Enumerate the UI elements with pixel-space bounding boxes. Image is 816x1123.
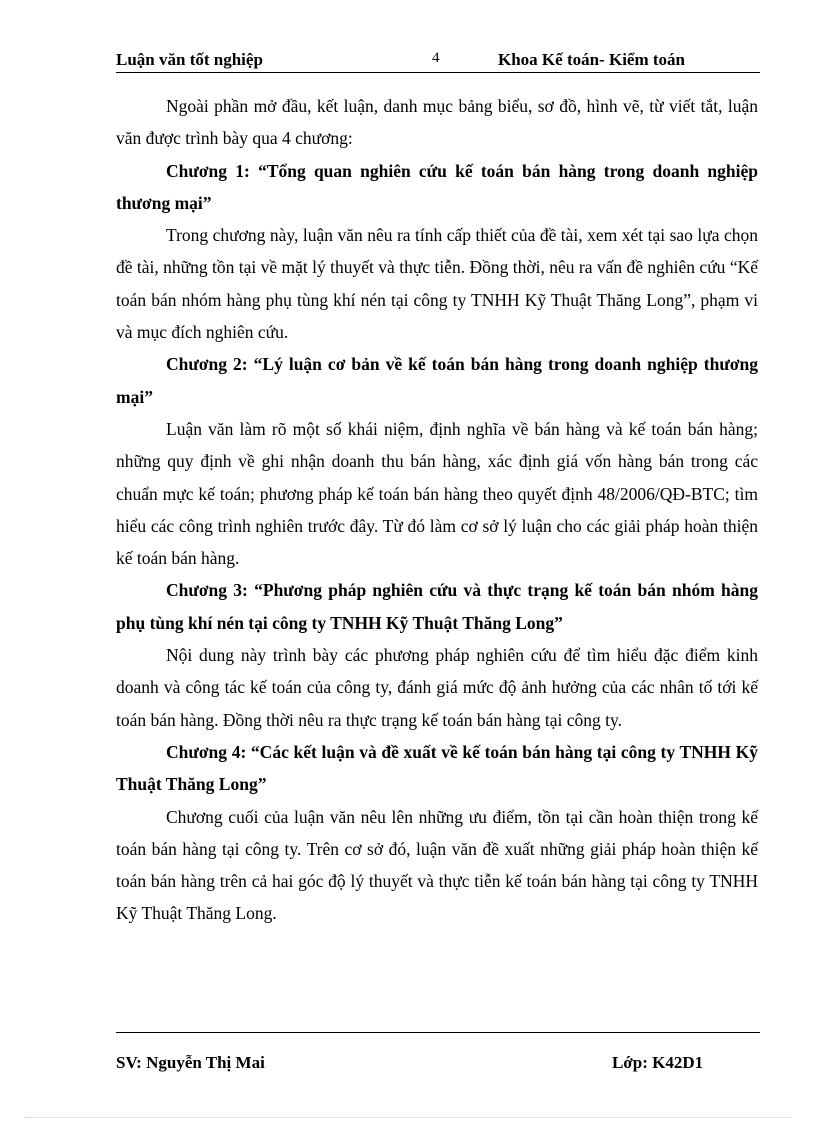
footer-divider bbox=[116, 1032, 760, 1033]
intro-paragraph: Ngoài phần mở đầu, kết luận, danh mục bảng biểu, sơ đồ, hình vẽ, từ viết tắt, luận văn được trình bày qua 4 chương: bbox=[116, 96, 758, 149]
chapter-1-description: Trong chương này, luận văn nêu ra tính cấp thiết của đề tài, xem xét tại sao lựa chọn đề tài, những tồn tại về mặt lý thuyết và thực tiễn. Đồng thời, nêu ra vấn đề nghiên cứu “Kế toán bán nhóm hàng phụ tùng khí nén tại công ty TNHH Kỹ Thuật Thăng Long”, phạm vi và mục đích nghiên cứu. bbox=[116, 225, 758, 343]
page-number: 4 bbox=[432, 50, 440, 66]
chapter-3-heading: Chương 3: “Phương pháp nghiên cứu và thực trạng kế toán bán nhóm hàng phụ tùng khí nén tại công ty TNHH Kỹ Thuật Thăng Long” bbox=[116, 580, 758, 633]
header-thesis-label: Luận văn tốt nghiệp bbox=[116, 50, 263, 69]
chapter-2-heading: Chương 2: “Lý luận cơ bản về kế toán bán hàng trong doanh nghiệp thương mại” bbox=[116, 354, 758, 407]
footer-class: Lớp: K42D1 bbox=[612, 1053, 704, 1072]
chapter-1-heading: Chương 1: “Tổng quan nghiên cứu kế toán bán hàng trong doanh nghiệp thương mại” bbox=[116, 160, 758, 213]
chapter-4-description: Chương cuối của luận văn nêu lên những ưu điểm, tồn tại cần hoàn thiện trong kế toán bán hàng tại công ty. Trên cơ sở đó, luận văn đề xuất những giải pháp hoàn thiện kế toán bán hàng trên cả hai góc độ lý thuyết và thực tiễn kế toán bán hàng tại công ty TNHH Kỹ Thuật Thăng Long. bbox=[116, 806, 758, 924]
chapter-3-description: Nội dung này trình bày các phương pháp nghiên cứu để tìm hiểu đặc điểm kinh doanh và công tác kế toán của công ty, đánh giá mức độ ảnh hưởng của các nhân tố tới kế toán bán hàng. Đồng thời nêu ra thực trạng kế toán bán hàng tại công ty. bbox=[116, 645, 758, 730]
page-bottom-border bbox=[24, 1117, 792, 1118]
chapter-4-heading: Chương 4: “Các kết luận và đề xuất về kế toán bán hàng tại công ty TNHH Kỹ Thuật Thăng Long” bbox=[116, 741, 758, 795]
page-header bbox=[116, 48, 760, 73]
footer-student-name: SV: Nguyễn Thị Mai bbox=[116, 1053, 265, 1072]
chapter-2-description: Luận văn làm rõ một số khái niệm, định nghĩa về bán hàng và kế toán bán hàng; những quy định về ghi nhận doanh thu bán hàng, xác định giá vốn hàng bán trong các chuẩn mực kế toán; phương pháp kế toán bán hàng theo quyết định 48/2006/QĐ-BTC; tìm hiểu các công trình nghiên trước đây. Từ đó làm cơ sở lý luận cho các giải pháp hoàn thiện kế toán bán hàng. bbox=[116, 418, 758, 569]
header-faculty-label: Khoa Kế toán- Kiểm toán bbox=[498, 50, 685, 69]
body-content bbox=[116, 90, 758, 930]
